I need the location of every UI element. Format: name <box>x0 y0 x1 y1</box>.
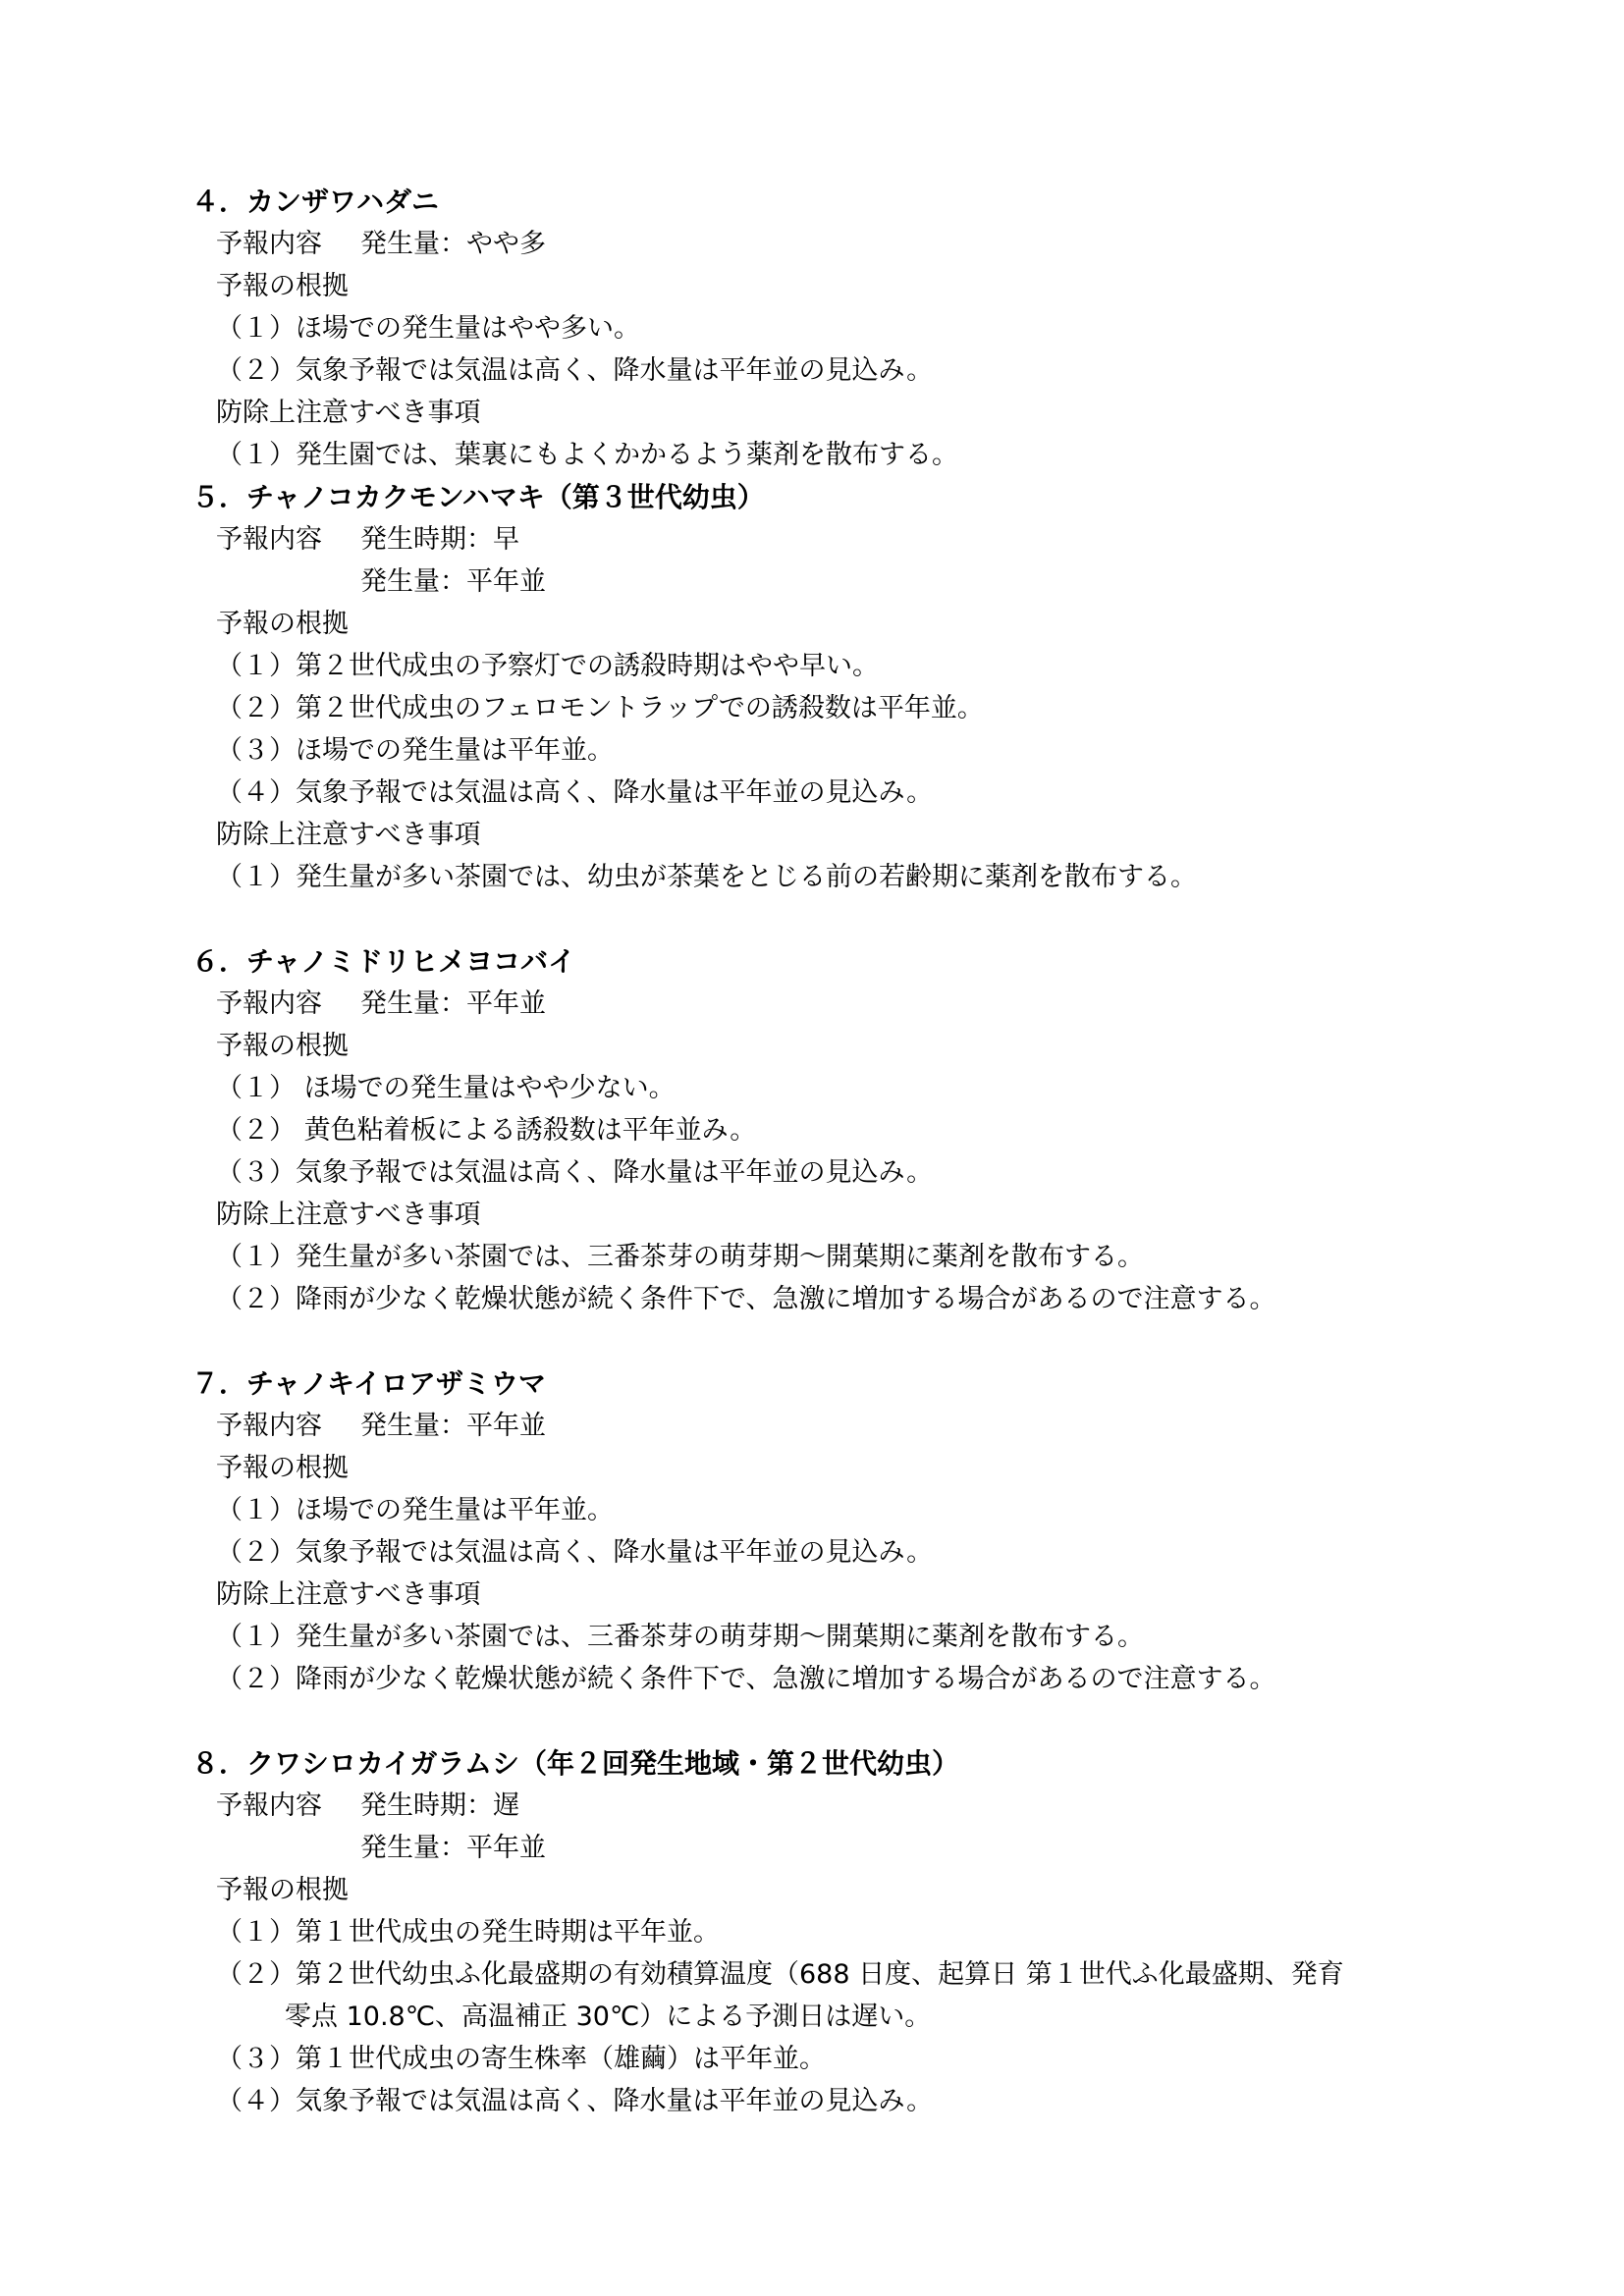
basis-item: （１）第２世代成虫の予察灯での誘殺時期はやや早い。 <box>216 651 879 681</box>
basis-label: 予報の根拠 <box>216 609 349 639</box>
basis-item: （２）第２世代成虫のフェロモントラップでの誘殺数は平年並。 <box>216 693 984 723</box>
basis-label: 予報の根拠 <box>216 1453 349 1483</box>
basis-item: （１） ほ場での発生量はやや少ない。 <box>216 1073 676 1103</box>
control-label: 防除上注意すべき事項 <box>216 1579 481 1610</box>
control-item: （１）発生量が多い茶園では、幼虫が茶葉をとじる前の若齢期に薬剤を散布する。 <box>216 862 1197 892</box>
basis-item: （３）気象予報では気温は高く、降水量は平年並の見込み。 <box>216 1157 934 1188</box>
basis-item: （２）気象予報では気温は高く、降水量は平年並の見込み。 <box>216 355 934 386</box>
section-heading: ４．カンザワハダニ <box>191 186 440 218</box>
basis-item-continuation: 零点 10.8℃、高温補正 30℃）による予測日は遅い。 <box>285 2002 932 2032</box>
forecast-item: 発生量：平年並 <box>360 988 546 1019</box>
control-item: （２）降雨が少なく乾燥状態が続く条件下で、急激に増加する場合があるので注意する。 <box>216 1664 1276 1694</box>
basis-label: 予報の根拠 <box>216 271 349 301</box>
basis-item: （１）ほ場での発生量は平年並。 <box>216 1495 614 1525</box>
control-item: （１）発生量が多い茶園では、三番茶芽の萌芽期～開葉期に薬剤を散布する。 <box>216 1622 1144 1652</box>
forecast-label: 予報内容 <box>216 1411 322 1441</box>
section-heading: ６．チャノミドリヒメヨコバイ <box>191 945 576 978</box>
control-label: 防除上注意すべき事項 <box>216 1200 481 1230</box>
control-label: 防除上注意すべき事項 <box>216 398 481 428</box>
forecast-item: 発生量：平年並 <box>360 566 546 597</box>
control-item: （１）発生量が多い茶園では、三番茶芽の萌芽期～開葉期に薬剤を散布する。 <box>216 1242 1144 1272</box>
basis-item: （１）ほ場での発生量はやや多い。 <box>216 313 640 344</box>
basis-item: （１）第１世代成虫の発生時期は平年並。 <box>216 1917 720 1948</box>
forecast-item: 発生量：平年並 <box>360 1411 546 1441</box>
section-heading: ７．チャノキイロアザミウマ <box>191 1367 546 1400</box>
forecast-label: 予報内容 <box>216 524 322 555</box>
forecast-item: 発生量：やや多 <box>360 229 546 259</box>
control-item: （２）降雨が少なく乾燥状態が続く条件下で、急激に増加する場合があるので注意する。 <box>216 1284 1276 1314</box>
basis-item: （２）気象予報では気温は高く、降水量は平年並の見込み。 <box>216 1537 934 1568</box>
basis-label: 予報の根拠 <box>216 1875 349 1905</box>
control-item: （１）発生園では、葉裏にもよくかかるよう薬剤を散布する。 <box>216 440 958 470</box>
basis-item: （４）気象予報では気温は高く、降水量は平年並の見込み。 <box>216 777 934 808</box>
basis-item: （２）第２世代幼虫ふ化最盛期の有効積算温度（688 日度、起算日 第１世代ふ化最盛期、発育 <box>216 1959 1344 1990</box>
basis-item: （３）第１世代成虫の寄生株率（雄繭）は平年並。 <box>216 2044 826 2074</box>
section-heading: ８．クワシロカイガラムシ（年２回発生地域・第２世代幼虫） <box>191 1747 960 1780</box>
forecast-item: 発生時期：遅 <box>360 1790 519 1821</box>
forecast-label: 予報内容 <box>216 1790 322 1821</box>
basis-item: （３）ほ場での発生量は平年並。 <box>216 735 614 766</box>
forecast-item: 発生時期：早 <box>360 524 519 555</box>
control-label: 防除上注意すべき事項 <box>216 820 481 850</box>
basis-label: 予報の根拠 <box>216 1031 349 1061</box>
forecast-label: 予報内容 <box>216 229 322 259</box>
section-heading: ５．チャノコカクモンハマキ（第３世代幼虫） <box>191 481 765 513</box>
forecast-label: 予報内容 <box>216 988 322 1019</box>
basis-item: （４）気象予報では気温は高く、降水量は平年並の見込み。 <box>216 2086 934 2116</box>
forecast-item: 発生量：平年並 <box>360 1833 546 1863</box>
basis-item: （２） 黄色粘着板による誘殺数は平年並み。 <box>216 1115 757 1146</box>
